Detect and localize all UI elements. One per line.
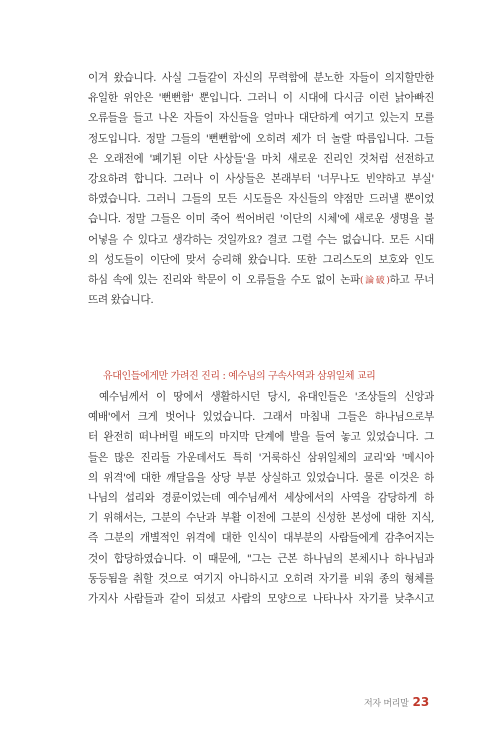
- text-line: 오류들을 들고 나온 자들이 자신들을 얼마나 대단하게 여기고 있는지 모를: [88, 112, 434, 125]
- text-line: 의 성도들이 이단에 맞서 승리해 왔습니다. 또한 그리스도의 보호와 인도: [88, 253, 434, 266]
- text-line: 동등됨을 취할 것으로 여기지 아니하시고 오히려 자기를 비워 종의 형체를: [88, 572, 434, 585]
- text-line: 하였습니다. 그러니 그들의 모든 시도들은 자신들의 약점만 드러낼 뿐이었: [88, 193, 434, 206]
- text-segment: 하심 속에 있는 진리와 학문이 이 오류들을 수도 없이 논파: [88, 273, 361, 286]
- text-line-with-hanja: [88, 270, 434, 290]
- text-line: 가지사 사람들과 같이 되셨고 사람의 모양으로 나타나사 자기를 낮추시고: [88, 592, 434, 605]
- text-line: 예수님께서 이 땅에서 생활하시던 당시, 유대인들은 '조상들의 신앙과: [99, 391, 434, 403]
- text-line: 들은 많은 진리들 가운데서도 특히 '거룩하신 삼위일체의 교리'와 '메시아: [88, 451, 434, 464]
- text-line: 이겨 왔습니다. 사실 그들같이 자신의 무력함에 분노한 자들이 의지할만한: [88, 72, 434, 84]
- text-line: 은 오래전에 '폐기된 이단 사상들'을 마치 새로운 진리인 것처럼 선전하고: [88, 152, 434, 165]
- text-line: 터 완전히 떠나버릴 배도의 마지막 단계에 발을 들여 놓고 있었습니다. 그: [88, 431, 434, 444]
- text-segment: 하고 무너: [389, 273, 434, 286]
- text-line: 예배'에서 크게 벗어나 있었습니다. 그래서 마침내 그들은 하나님으로부: [88, 411, 434, 424]
- text-line: 것이 합당하였습니다. 이 때문에, "그는 근본 하나님의 본체시나 하나님과: [88, 552, 434, 565]
- section-subheading: 유대인들에게만 가려진 진리 : 예수님의 구속사역과 삼위일체 교리: [103, 371, 376, 382]
- body-paragraph-bottom: [88, 387, 434, 609]
- text-line: 정도입니다. 정말 그들의 '뻔뻔함'에 오히려 제가 더 놀랄 따름입니다. 그들: [88, 132, 434, 145]
- text-line: 나님의 섭리와 경륜이었는데 예수님께서 세상에서의 사역을 감당하게 하: [88, 491, 434, 504]
- text-line: 기 위해서는, 그분의 수난과 부활 이전에 그분의 신성한 본성에 대한 지식,: [88, 512, 434, 525]
- page-footer: [364, 691, 429, 710]
- text-line: 즉 그분의 개별적인 위격에 대한 인식이 대부분의 사람들에게 감추어지는: [88, 532, 434, 545]
- text-line: 뜨려 왔습니다.: [88, 294, 154, 307]
- page-number: 23: [412, 695, 430, 709]
- text-line: 유일한 위안은 '뻔뻔함' 뿐입니다. 그러니 이 시대에 다시금 이런 낡아빠진: [88, 92, 434, 105]
- text-line: 어넣을 수 있다고 생각하는 것일까요? 결코 그럴 수는 없습니다. 모든 시대: [88, 233, 434, 246]
- text-line: 강요하려 합니다. 그러나 이 사상들은 본래부터 '너무나도 빈약하고 부실': [88, 172, 434, 185]
- body-paragraph-top: [88, 68, 434, 310]
- hanja-annotation: (論破): [360, 275, 390, 286]
- running-footer-label: 저자 머리말: [364, 699, 409, 709]
- text-line: 의 위격'에 대한 깨달음을 상당 부분 상실하고 있었습니다. 물론 이것은 하: [88, 471, 434, 484]
- text-line: 습니다. 정말 그들은 이미 죽어 썩어버린 '이단의 시체'에 새로운 생명을 불: [88, 213, 434, 226]
